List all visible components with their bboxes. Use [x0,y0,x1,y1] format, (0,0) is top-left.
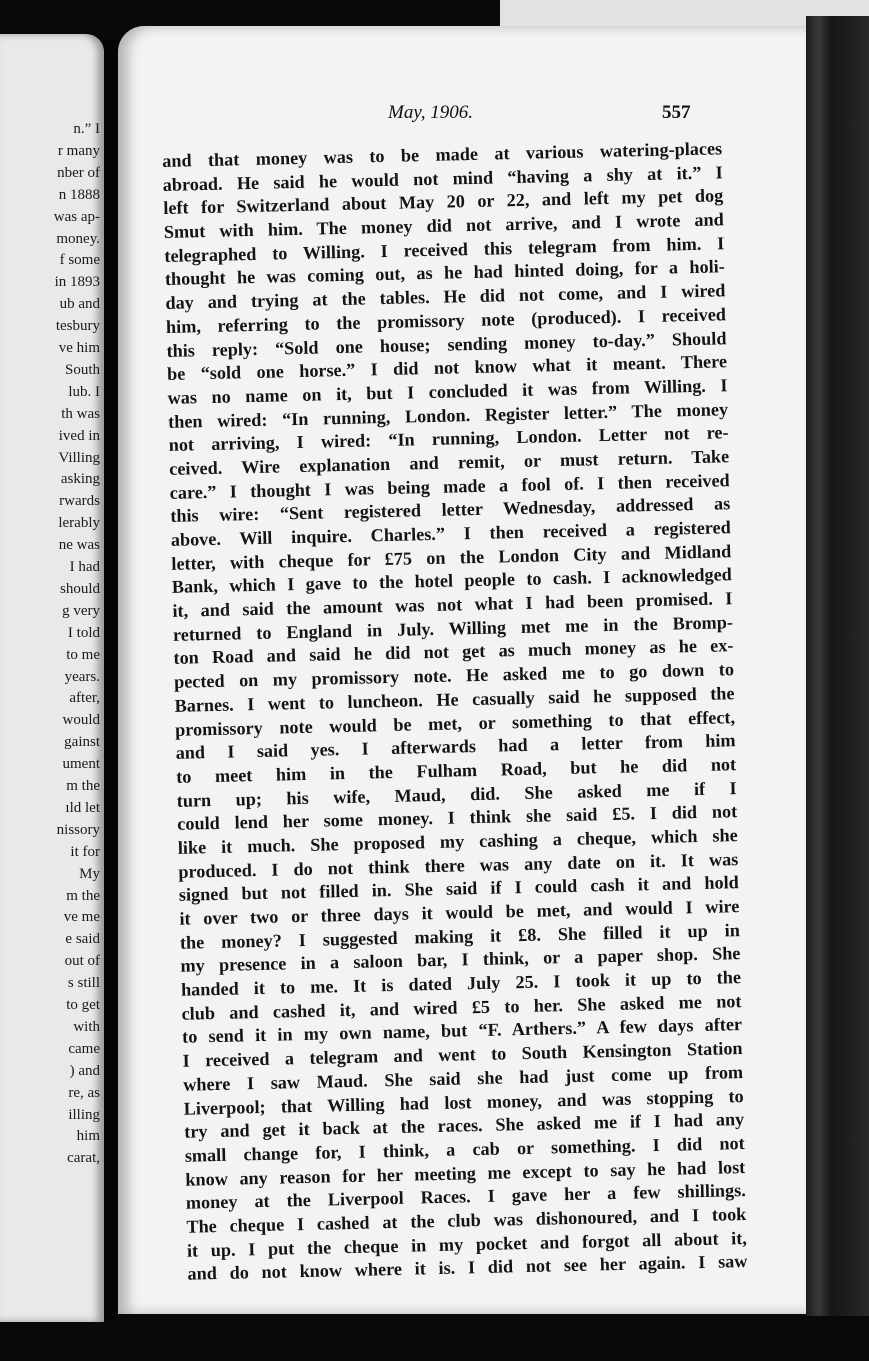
text-line: like it much. She proposed my cashing a cheque, which she [177,825,738,858]
text-line: returned to England in July. Willing met me in the Bromp- [172,611,734,645]
left-page-text-fragment: lub. I [68,383,100,400]
text-line: Bank, which I gave to the hotel people to cash. I acknowledged [171,564,733,598]
left-page-text-fragment: ) and [69,1062,100,1079]
left-page-text-fragment: carat, [67,1150,100,1167]
text-line: this reply: “Sold one house; sending money to-day.” Should [166,327,727,361]
left-page-text-fragment: lerably [58,515,100,532]
text-line: to meet him in the Fulham Road, but he did not [175,754,737,787]
text-line: small change for, I think, a cab or something. I did not [184,1132,745,1166]
text-line: Smut with him. The money did not arrive, and I wrote and [163,209,724,243]
left-page-text-fragment: ve him [58,340,100,356]
page-number: 557 [662,102,691,123]
page-header [118,102,806,132]
left-page-text-fragment: I had [69,559,100,575]
left-page-text-fragment: gainst [64,734,100,751]
left-page-text-fragment: would [62,712,100,729]
book-gutter [104,40,118,1320]
text-line: could lend her some money. I think she said £5. I did not [177,801,738,835]
left-page-text-fragment: came [68,1040,100,1057]
text-line: ceived. Wire explanation and remit, or must return. Take [169,446,730,479]
text-line: and that money was to be made at various watering-places [162,138,723,171]
text-line: produced. I do not think there was any date on it. It was [178,848,739,882]
left-page-text-fragment: South [64,361,100,378]
left-page-text-fragment: asking [60,471,100,488]
text-line: then wired: “In running, London. Register letter.” The money [167,398,729,432]
text-line: be “sold one horse.” I did not know what it meant. There [166,351,728,385]
left-page-text-fragment: I told [67,624,100,641]
text-line: not arriving, I wired: “In running, London. Letter not re- [168,422,729,456]
text-line: know any reason for her meeting me except to say he had lost [185,1156,746,1190]
text-line: pected on my promissory note. He asked me to go down to [173,659,735,692]
text-line: I received a telegram and went to South Kensington Station [182,1038,743,1071]
text-line: above. Will inquire. Charles.” I then received a registered [170,517,731,550]
left-page-text-fragment: out of [64,953,100,970]
left-page-text-fragment: g very [62,602,100,619]
text-line: and I said yes. I afterwards had a letter from him [175,730,736,764]
text-line: club and cashed it, and wired £5 to her. She asked me not [181,990,742,1024]
left-page-text-fragment: f some [59,252,100,269]
text-line: abroad. He said he would not mind “having a shy at it.” I [162,161,723,195]
previous-page-fragment [0,34,104,1322]
text-line: turn up; his wife, Maud, did. She asked me if I [176,777,737,811]
text-line: to send it in my own name, but “F. Arthers.” A few days after [181,1014,743,1048]
left-page-text-fragment: nissory [56,821,100,838]
left-page-text-fragment: ıld let [65,799,100,816]
text-line: and do not know where it is. I did not see her again. I saw [187,1251,748,1285]
left-page-text-fragment: ve me [63,909,100,926]
text-line: Barnes. I went to luncheon. He casually said he supposed the [174,682,735,716]
left-page-text-fragment: r many [57,142,100,159]
left-page-text-fragment: nber of [57,164,100,181]
text-line: handed it to me. It is dated July 25. I took it up to the [180,967,742,1000]
left-page-text-fragment: e said [65,931,100,948]
text-line: telegraphed to Willing. I received this telegram from him. I [164,233,725,266]
text-line: left for Switzerland about May 20 or 22, and left my pet dog [163,185,724,219]
left-page-text-fragment: was ap- [53,208,100,225]
left-page-text-fragment: n.” I [73,121,100,137]
left-page-text-fragment: money. [56,230,100,247]
text-line: was no name on it, but I concluded it was from Willing. I [167,375,728,408]
text-line: try and get it back at the races. She asked me if I had any [184,1109,745,1142]
left-page-text-fragment: tesbury [55,318,100,335]
text-line: it over two or three days it would be met, and would I wire [179,896,740,929]
text-line: my presence in a saloon bar, I think, or a paper shop. She [180,943,741,977]
text-line: ton Road and said he did not get as much money as he ex- [173,635,734,669]
text-line: the money? I suggested making it £8. She filled it up in [179,919,741,953]
left-page-text-fragment: ub and [59,296,100,313]
left-page-text-fragment: in 1893 [54,274,100,291]
left-page-text-fragment: th was [61,405,100,422]
text-line: care.” I thought I was being made a fool of. I then received [169,469,730,503]
left-page-text-fragment: ived in [58,427,100,444]
text-line: it up. I put the cheque in my pocket and forgot all about it, [186,1227,748,1261]
page-stack-edge [806,16,869,1316]
left-page-text-fragment: s still [67,975,100,992]
left-page-text-fragment: Villing [58,449,100,466]
left-page-text-fragment: ument [62,756,100,773]
left-page-text-fragment: m the [66,887,100,904]
text-line: promissory note would be met, or something to that effect, [174,706,736,740]
text-line: it, and said the amount was not what I had been promised. I [172,588,733,621]
text-line: day and trying at the tables. He did not come, and I wired [165,280,726,314]
text-line: thought he was coming out, as he had hinted doing, for a holi- [164,256,726,290]
text-line: him, referring to the promissory note (produced). I received [165,304,727,337]
left-page-text-fragment: it for [70,843,100,860]
book-page [118,26,806,1314]
text-line: money at the Liverpool Races. I gave her a few shillings. [185,1180,746,1213]
left-page-text-fragment: to me [66,646,100,663]
left-page-text-fragment: My [79,865,100,882]
left-page-text-fragment: should [59,580,100,597]
left-page-text-fragment: m the [66,778,100,794]
left-page-text-fragment: ne was [58,537,100,554]
text-line: signed but not filled in. She said if I could cash it and hold [178,872,739,906]
left-page-text-fragment: with [73,1018,100,1035]
left-page-text-fragment: years. [64,668,100,685]
left-page-text-fragment: illing [68,1106,100,1123]
left-page-text-fragment: rwards [59,493,100,510]
text-line: this wire: “Sent registered letter Wednesday, addressed as [170,493,731,527]
text-line: Liverpool; that Willing had lost money, and was stopping to [183,1085,744,1119]
page-body-text [162,137,748,1286]
text-line: where I saw Maud. She said she had just come up from [182,1061,744,1095]
left-page-text-fragment: re, as [68,1084,100,1101]
text-line: The cheque I cashed at the club was dishonoured, and I took [186,1203,747,1237]
left-page-text-fragment: n 1888 [58,186,100,203]
text-line: letter, with cheque for £75 on the London City and Midland [171,540,732,574]
left-page-text-fragment: him [76,1128,100,1145]
left-page-text-fragment: after, [69,690,100,707]
left-page-text-fragment: to get [66,997,100,1013]
running-head: May, 1906. [388,102,473,123]
